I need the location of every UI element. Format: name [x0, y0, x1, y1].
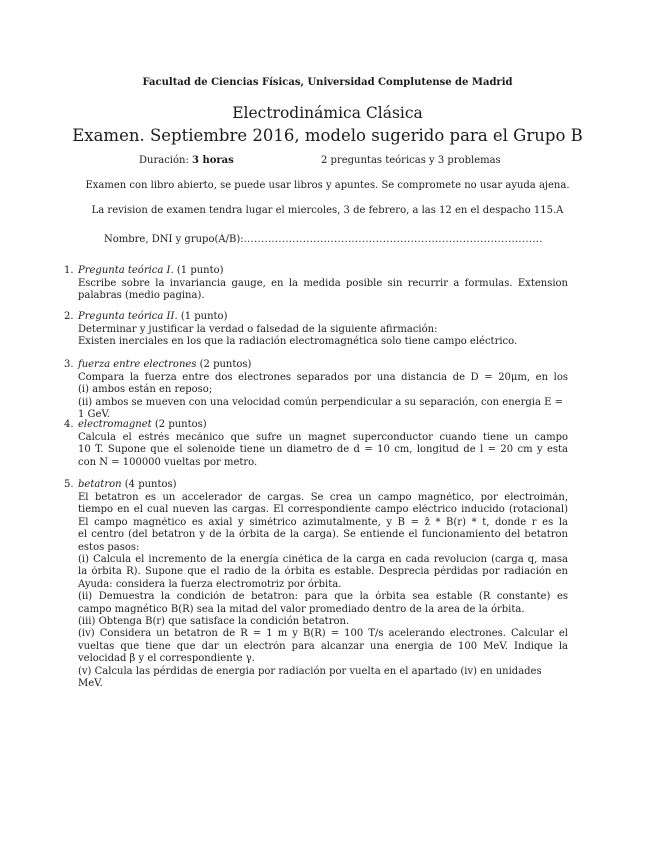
- question-line: Existen inerciales en los que la radiación electromagnética solo tiene campo eléctrico.: [78, 336, 518, 348]
- question-body: [78, 278, 568, 303]
- duration: [139, 155, 234, 166]
- question-points: (2 puntos): [154, 419, 207, 430]
- question-heading: [78, 419, 207, 431]
- question-line: (ii) ambos se mueven con una velocidad común perpendicular a su separación, con energia E = 1 GeV.: [78, 396, 563, 421]
- question-points: (1 punto): [180, 311, 228, 322]
- question-title: Pregunta teórica I.: [78, 265, 174, 276]
- question-points: (1 punto): [176, 265, 224, 276]
- question-number: 5.: [64, 479, 74, 490]
- question-line: (ii) Demuestra la condición de betatron: para que la órbita sea estable (R constante) es: [78, 591, 568, 603]
- exam-title: Examen. Septiembre 2016, modelo sugerido para el Grupo B: [72, 126, 583, 145]
- question-heading: [78, 311, 227, 323]
- question-line: velocidad β y el correspondiente γ.: [78, 653, 255, 665]
- question-title: electromagnet: [78, 419, 152, 430]
- question-title: betatron: [78, 479, 122, 490]
- question-line: (iii) Obtenga B(r) que satisface la condición betatron.: [78, 615, 350, 627]
- question-body: [78, 324, 568, 349]
- faculty-heading: Facultad de Ciencias Físicas, Universidad Complutense de Madrid: [142, 77, 513, 88]
- question-number: 3.: [64, 359, 74, 370]
- question-line: estos pasos:: [78, 541, 140, 553]
- question-line: El campo magnético es axial y simétrico azimutalmente, y B = ẑ * B(r) * t, donde r es la: [78, 516, 568, 528]
- question-title: fuerza entre electrones: [78, 359, 197, 370]
- review-notice: La revision de examen tendra lugar el miercoles, 3 de febrero, a las 12 en el despacho 115.A: [91, 205, 564, 216]
- duration-label: Duración:: [139, 155, 189, 166]
- question-line: con N = 100000 vueltas por metro.: [78, 456, 258, 468]
- question-line: tiempo en el cual nueven las cargas. El correspondiente campo eléctrico inducido (rotacional): [78, 504, 568, 516]
- question-line: (i) ambos están en reposo;: [78, 384, 213, 396]
- question-line: El betatron es un accelerador de cargas. Se crea un campo magnético, por electroimán,: [78, 492, 568, 503]
- question-line: campo magnético B(R) sea la mitad del valor promediado dentro de la area de la órbita.: [78, 603, 525, 615]
- question-heading: [78, 479, 177, 491]
- exam-rules: Examen con libro abierto, se puede usar libros y apuntes. Se compromete no usar ayuda ajena.: [85, 180, 570, 191]
- course-title: Electrodinámica Clásica: [232, 104, 423, 122]
- question-line: 10 T. Supone que el solenoide tiene un diametro de d = 10 cm, longitud de l = 20 cm y esta: [78, 444, 568, 456]
- question-line: Compara la fuerza entre dos electrones separados por una distancia de D = 20μm, en los: [78, 372, 568, 383]
- question-points: (2 puntos): [199, 359, 252, 370]
- question-number: 1.: [64, 265, 74, 276]
- question-points: (4 puntos): [124, 479, 177, 490]
- name-dots: ......................................................................................: [243, 234, 543, 245]
- question-line: el centro (del betatron y de la órbita de la carga). Se entiende el funcionamiento del betatron: [78, 529, 568, 541]
- question-line: la órbita R). Supone que el radio de la órbita es estable. Desprecia pérdidas por radiación en: [78, 566, 568, 578]
- question-body: [78, 492, 568, 690]
- question-line: (v) Calcula las pérdidas de energia por radiación por vuelta en el apartado (iv) en unidades MeV.: [78, 665, 542, 689]
- question-line: (iv) Considera un betatron de R = 1 m y B(R) = 100 T/s acelerando electrones. Calcular el: [78, 628, 568, 640]
- question-heading: [78, 265, 224, 277]
- questions-count: 2 preguntas teóricas y 3 problemas: [321, 155, 501, 166]
- question-number: 2.: [64, 311, 74, 322]
- question-line: Determinar y justificar la verdad o falsedad de la siguiente afirmación:: [78, 324, 438, 335]
- question-heading: [78, 359, 251, 371]
- name-field: [104, 234, 543, 245]
- name-label: Nombre, DNI y grupo(A/B):: [104, 234, 244, 245]
- question-line: vueltas que tiene que dar un electrón para alcanzar una energia de 100 MeV. Indique la: [78, 640, 568, 652]
- question-title: Pregunta teórica II.: [78, 311, 178, 322]
- question-body: [78, 432, 568, 469]
- duration-value: 3 horas: [192, 155, 234, 166]
- question-line: Ayuda: considera la fuerza electromotriz por órbita.: [78, 578, 342, 590]
- question-line: palabras (medio pagina).: [78, 290, 205, 302]
- question-number: 4.: [64, 419, 74, 430]
- question-line: Calcula el estrés mecánico que sufre un magnet superconductor cuando tiene un campo: [78, 432, 568, 443]
- question-body: [78, 372, 568, 422]
- question-line: Escribe sobre la invariancia gauge, en la medida posible sin recurrir a formulas. Extension: [78, 278, 568, 289]
- question-line: (i) Calcula el incremento de la energía cinética de la carga en cada revolucion (carga q, masa: [78, 553, 568, 565]
